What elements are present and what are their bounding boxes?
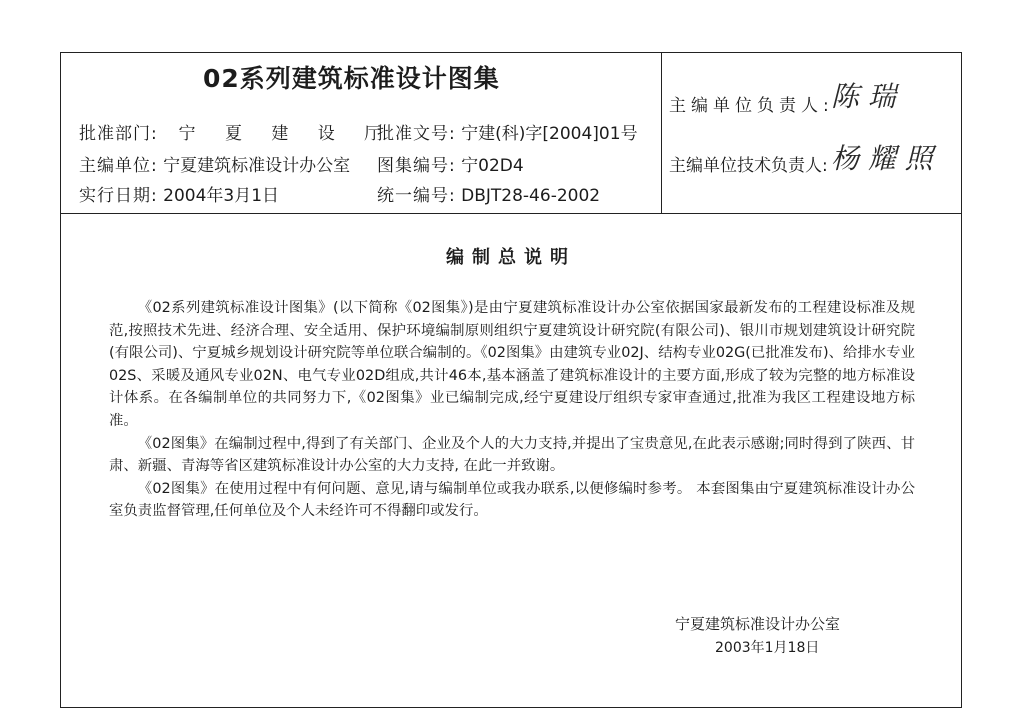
paragraph-1: 《02系列建筑标准设计图集》(以下简称《02图集》)是由宁夏建筑标准设计办公室依据国家最新发布的工程建设标准及规范,按照技术先进、经济合理、安全适用、保护环境编制原则组织宁夏建筑设计研究院(有限公司)、银川市规划建筑设计研究院(有限公司)、宁夏城乡规划设计研究院等单位联合编制的。《02图集》由建筑专业02J、结构专业02G(已批准发布)、给排水专业02S、采暖及通风专业02N、电气专业02D组成,共计46本,基本涵盖了建筑标准设计的主要方面,形成了较为完整的地方标准设计体系。在各编制单位的共同努力下,《02图集》业已编制完成,经宁夏建设厅组织专家审查通过,批准为我区工程建设地方标准。 (109, 300, 915, 429)
paragraph-2: 《02图集》在编制过程中,得到了有关部门、企业及个人的大力支持,并提出了宝贵意见,在此表示感谢;同时得到了陕西、甘肃、新疆、青海等省区建筑标准设计办公室的大力支持, 在此一并致谢。 (109, 435, 915, 475)
approver-row (79, 119, 393, 144)
header-vertical-divider (661, 53, 662, 213)
doc-no-label: 批准文号: (377, 124, 456, 144)
paragraph-3: 《02图集》在使用过程中有何问题、意见,请与编制单位或我办联系,以便修编时参考。 本套图集由宁夏建筑标准设计办公室负责监督管理,任何单位及个人未经许可不得翻印或发行。 (109, 480, 915, 520)
chief-unit-label: 主编单位: (79, 156, 158, 176)
unified-no-value: DBJT28-46-2002 (461, 186, 601, 206)
section-heading: 编制总说明 (446, 247, 576, 268)
atlas-no-label: 图集编号: (377, 156, 456, 176)
approver-label: 批准部门: (79, 124, 158, 144)
atlas-no-value: 宁02D4 (461, 156, 524, 176)
effective-row (79, 181, 279, 206)
header-bottom-divider (61, 213, 961, 214)
chief-unit-value: 宁夏建筑标准设计办公室 (163, 156, 351, 176)
atlas-no-row (377, 151, 524, 176)
tech-responsible-signature: 杨 耀 照 (831, 142, 933, 175)
effective-label: 实行日期: (79, 186, 158, 206)
body-text (109, 297, 915, 523)
doc-no-value: 宁建(科)字[2004]01号 (461, 124, 638, 144)
unified-no-label: 统一编号: (377, 186, 456, 206)
atlas-title: 02系列建筑标准设计图集 (203, 64, 500, 93)
signoff-date: 2003年1月18日 (715, 640, 820, 656)
unified-no-row (377, 181, 600, 206)
doc-no-row (377, 119, 638, 144)
tech-responsible-label: 主编单位技术负责人: (669, 156, 828, 176)
chief-unit-row (79, 151, 350, 176)
document-frame (60, 52, 962, 708)
approver-value: 宁 夏 建 设 厅 (178, 124, 394, 144)
responsible-label: 主编单位负责人: (669, 96, 834, 116)
signoff-org: 宁夏建筑标准设计办公室 (675, 615, 841, 633)
responsible-signature: 陈 瑞 (831, 80, 896, 113)
effective-value: 2004年3月1日 (163, 186, 280, 206)
